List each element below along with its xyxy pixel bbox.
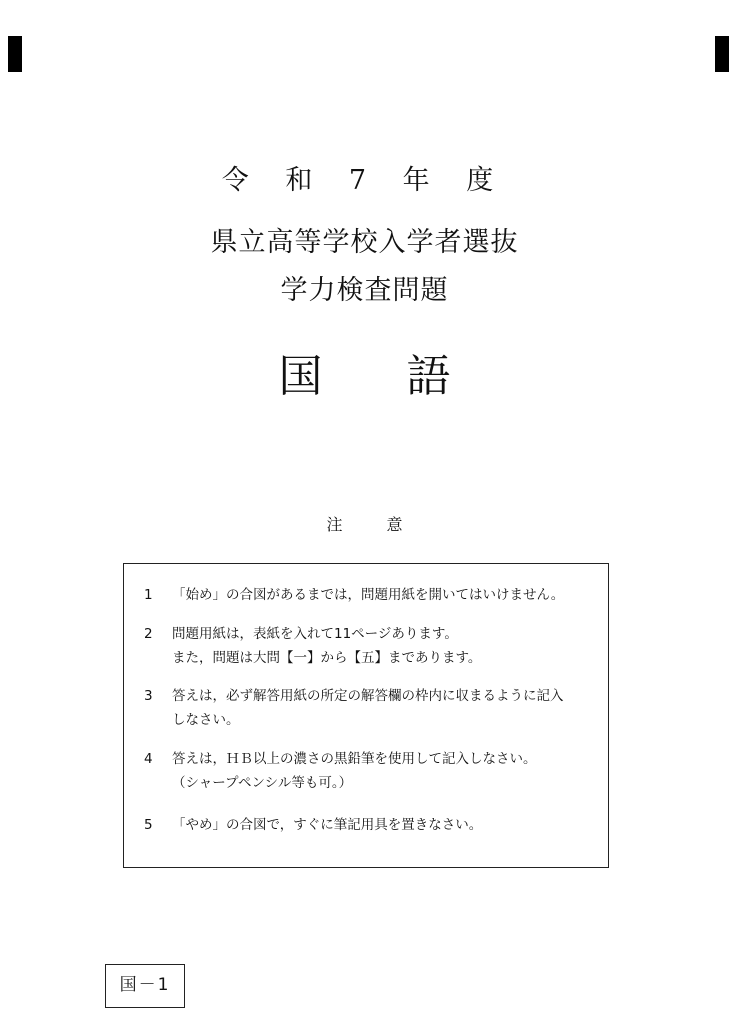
notice-item-line: しなさい。: [172, 712, 240, 728]
subject-title: 国語: [278, 351, 535, 402]
notice-heading: 注意: [326, 515, 447, 534]
exam-year: 令 和 7 年 度: [221, 165, 508, 196]
exam-title-line2: 学力検査問題: [280, 275, 449, 306]
notice-box: [123, 563, 609, 868]
notice-item-text: [172, 813, 602, 837]
notice-item-line: 答えは，ＨＢ以上の濃さの黒鉛筆を使用して記入しなさい。: [172, 751, 537, 767]
notice-item-line: また，問題は大問【一】から【五】まであります。: [172, 650, 482, 666]
notice-item-text: [172, 622, 602, 670]
notice-item-line: 「始め」の合図があるまでは，問題用紙を開いてはいけません。: [172, 587, 565, 603]
exam-title-line1: 県立高等学校入学者選抜: [210, 227, 519, 258]
notice-item-line: 答えは，必ず解答用紙の所定の解答欄の枠内に収まるように記入: [172, 688, 564, 704]
notice-item-line: （シャープペンシル等も可。）: [172, 775, 353, 791]
notice-item-number: 5: [144, 817, 153, 833]
notice-item-line: 「やめ」の合図で，すぐに筆記用具を置きなさい。: [172, 817, 483, 833]
page-label: 国－1: [105, 964, 185, 1008]
notice-item-number: 3: [144, 688, 153, 704]
notice-item-number: 1: [144, 587, 153, 603]
notice-item-text: [172, 684, 602, 732]
notice-item-line: 問題用紙は，表紙を入れて11ページあります。: [172, 626, 458, 642]
notice-item-number: 2: [144, 626, 153, 642]
notice-item-number: 4: [144, 751, 153, 767]
notice-item-text: [172, 583, 602, 607]
registration-mark-left: [8, 36, 22, 72]
notice-item-text: [172, 747, 602, 795]
registration-mark-right: [715, 36, 729, 72]
